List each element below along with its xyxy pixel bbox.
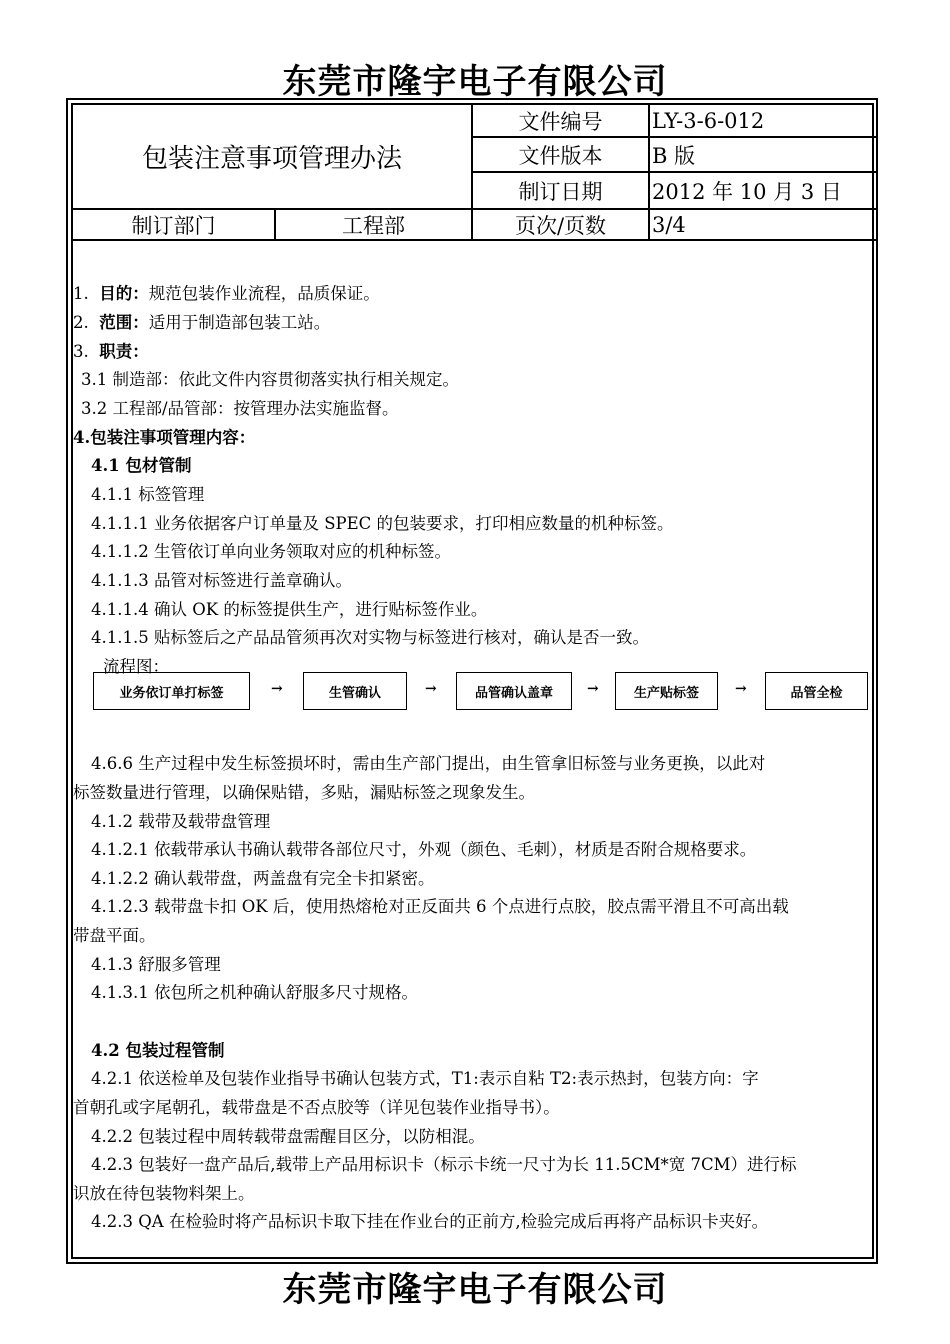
section-duties: 3. 职责： xyxy=(73,342,149,361)
text-line: 4.1.3.1 依包所之机种确认舒服多尺寸规格。 xyxy=(91,983,418,1002)
text-line: 4.2.3 包装好一盘产品后,载带上产品用标识卡（标示卡统一尺寸为长 11.5CM*宽 7CM）进行标 xyxy=(91,1155,797,1174)
text-line: 4.1.2.2 确认载带盘，两盖盘有完全卡扣紧密。 xyxy=(91,869,435,888)
text-line: 首朝孔或字尾朝孔，载带盘是不否点胶等（详见包装作业指导书）。 xyxy=(73,1098,560,1117)
flow-step: 生管确认 xyxy=(303,672,407,710)
section-heading: 4.包装注事项管理内容： xyxy=(73,428,256,447)
header-divider xyxy=(648,103,650,240)
text-line: 4.2.1 依送检单及包装作业指导书确认包装方式，T1:表示自粘 T2:表示热封，包装方向：字 xyxy=(91,1069,759,1088)
flow-step: 业务依订单打标签 xyxy=(93,672,250,710)
flow-arrow-icon: → xyxy=(735,681,747,697)
text-line: 4.1.1.2 生管依订单向业务领取对应的机种标签。 xyxy=(91,542,451,561)
dept-label: 制订部门 xyxy=(131,213,216,238)
text-line: 4.1.2 载带及载带盘管理 xyxy=(91,812,271,831)
text-line: 4.1.1.1 业务依据客户订单量及 SPEC 的包装要求，打印相应数量的机种标签。 xyxy=(91,514,674,533)
doc-version-value: B 版 xyxy=(652,143,696,168)
text-line: 3.2 工程部/品管部：按管理办法实施监督。 xyxy=(81,399,399,418)
subsection-heading: 4.2 包装过程管制 xyxy=(91,1041,225,1060)
text-line: 3.1 制造部：依此文件内容贯彻落实执行相关规定。 xyxy=(81,370,459,389)
text-line: 4.1.1 标签管理 xyxy=(91,485,205,504)
doc-number-label: 文件编号 xyxy=(518,109,603,134)
text-line: 4.1.1.5 贴标签后之产品品管须再次对实物与标签进行核对，确认是否一致。 xyxy=(91,628,649,647)
section-scope: 2. 范围：适用于制造部包装工站。 xyxy=(73,313,331,332)
text-line: 标签数量进行管理，以确保贴错，多贴，漏贴标签之现象发生。 xyxy=(73,783,535,802)
document-title: 包装注意事项管理办法 xyxy=(141,144,402,174)
text-line: 4.1.2.1 依载带承认书确认载带各部位尺寸，外观（颜色、毛刺），材质是否附合规格要求。 xyxy=(91,840,757,859)
text-line: 带盘平面。 xyxy=(73,926,156,945)
text-line: 4.2.3 QA 在检验时将产品标识卡取下挂在作业台的正前方,检验完成后再将产品标识卡夹好。 xyxy=(91,1212,769,1231)
section-purpose: 1. 目的：规范包装作业流程，品质保证。 xyxy=(73,284,380,303)
flow-step: 品管确认盖章 xyxy=(456,672,572,710)
flow-step: 品管全检 xyxy=(765,672,868,710)
text-line: 4.6.6 生产过程中发生标签损坏时，需由生产部门提出，由生管拿旧标签与业务更换，以此对 xyxy=(91,754,766,773)
dept-value: 工程部 xyxy=(342,213,405,238)
issue-date-value: 2012 年 10 月 3 日 xyxy=(652,179,842,204)
page-label: 页次/页数 xyxy=(514,213,607,238)
page-value: 3/4 xyxy=(652,212,686,237)
text-line: 4.1.1.4 确认 OK 的标签提供生产，进行贴标签作业。 xyxy=(91,600,488,619)
flow-arrow-icon: → xyxy=(425,681,437,697)
text-line: 4.1.1.3 品管对标签进行盖章确认。 xyxy=(91,571,352,590)
subsection-heading: 4.1 包材管制 xyxy=(91,456,192,475)
doc-version-label: 文件版本 xyxy=(518,143,603,168)
flow-arrow-icon: → xyxy=(271,681,283,697)
text-line: 识放在待包装物料架上。 xyxy=(73,1184,255,1203)
company-name-top: 东莞市隆宇电子有限公司 xyxy=(282,62,668,102)
doc-number-value: LY-3-6-012 xyxy=(652,108,765,133)
issue-date-label: 制订日期 xyxy=(518,179,603,204)
text-line: 4.2.2 包装过程中周转载带盘需醒目区分，以防相混。 xyxy=(91,1127,485,1146)
text-line: 4.1.2.3 载带盘卡扣 OK 后，使用热熔枪对正反面共 6 个点进行点胶，胶点需平滑且不可高出载 xyxy=(91,897,789,916)
flowchart-label: 流程图： xyxy=(103,657,169,676)
text-line: 4.1.3 舒服多管理 xyxy=(91,955,221,974)
flow-step: 生产贴标签 xyxy=(615,672,718,710)
company-name-bottom: 东莞市隆宇电子有限公司 xyxy=(282,1270,668,1310)
flow-arrow-icon: → xyxy=(587,681,599,697)
